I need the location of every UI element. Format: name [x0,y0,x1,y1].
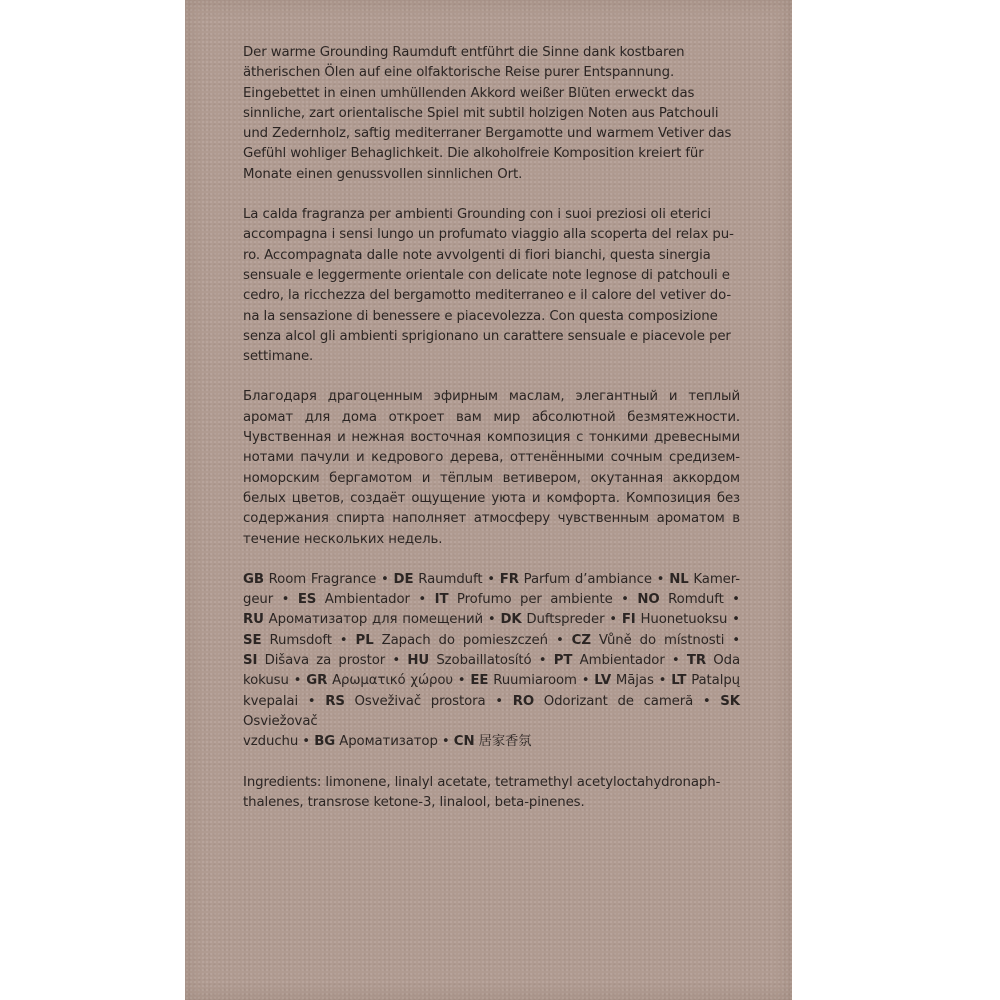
translation-text: Ambientador • [579,653,680,669]
translation-text: Profumo per ambiente • [456,592,629,608]
language-code: RS [325,693,345,709]
ingredients-line: thalenes, transrose ketone-3, linalool, beta-pinenes. [243,794,585,810]
translation-text: geur • [243,592,290,608]
translation-text: Osveživač prostora • [354,693,503,709]
translation-entry [637,592,740,607]
language-code: FI [621,612,636,628]
translation-entry [356,633,564,648]
language-code: PT [553,653,573,669]
text-line: und Zedernholz, saftig mediterraner Bergamotte und warmem Vetiver das [243,126,732,142]
translation-line [243,732,740,752]
translation-entry [298,592,426,607]
text-line: аромат для дома откроет вам мир абсолютной безмятежности. [243,409,740,425]
translation-line [243,610,740,630]
translation-text: Vůně do místnosti • [598,632,741,648]
text-line: Der warme Grounding Raumduft entführt die Sinne dank kostbaren [243,45,685,60]
description-german [243,43,740,185]
translation-text: Osviežovač [243,713,318,729]
text-line: cedro, la ricchezza del bergamotto mediterraneo e il calore del vetiver do- [243,288,732,304]
translation-entry [306,673,465,688]
text-line: Gefühl wohliger Behaglichkeit. Die alkoholfreie Komposition kreiert für [243,146,704,162]
text-line: na la sensazione di benessere e piacevolezza. Con questa composizione [243,308,718,324]
translation-text: Duftspreder • [526,612,617,628]
translation-text: vzduchu • [243,734,311,750]
translation-entry [407,653,546,668]
translation-entry [513,694,711,709]
translation-text: Romduft • [668,592,740,608]
description-italian [243,205,740,367]
language-code: ES [297,592,317,608]
translation-entry [243,653,400,668]
translation-text: Huonetuoksu • [640,612,740,628]
language-code: DK [500,612,522,628]
translation-entry [314,734,449,749]
translation-text: Ароматизатор • [339,734,450,750]
translation-entry [243,592,289,607]
translation-entry [622,612,740,627]
ingredients-line: Ingredients: limonene, linalyl acetate, tetramethyl acetyloctahydronaph- [243,774,721,790]
ingredients-list [243,773,740,814]
text-line: ro. Accompagnata dalle note avvolgenti di fiori bianchi, questa sinergia [243,247,711,263]
translation-text: Ruumiaroom • [493,673,590,689]
language-code: SI [243,653,258,669]
text-line: Чувственная и нежная восточная композиция с тонкими древесными [243,430,740,446]
text-line: Благодаря драгоценным эфирным маслам, элегантный и теплый [243,389,740,405]
text-line: settimane. [243,349,314,365]
text-line: La calda fragranza per ambienti Grounding con i suoi preziosi oli eterici [243,207,711,223]
language-code: PL [355,632,374,648]
translation-entry [470,673,589,688]
translation-line [243,692,740,733]
translation-entry [687,653,740,668]
translation-text: Αρωματικό χώρου • [332,673,466,689]
language-code: CN [453,734,475,750]
translation-text: Kamer- [693,571,740,587]
translation-text: kvepalai • [243,693,316,709]
language-code: LV [594,673,612,689]
language-code: DE [393,571,414,587]
language-code: SK [720,693,740,709]
product-name-translations [243,570,740,753]
language-code: EE [470,673,489,689]
translation-entry [572,633,740,648]
language-code: HU [407,653,430,669]
translation-entry [243,673,301,688]
text-line: Eingebettet in einen umhüllenden Akkord weißer Blüten erweckt das [243,85,695,101]
text-line: номорским бергамотом и тёплым ветивером, окутанная аккордом [243,470,740,486]
translation-entry [454,734,532,749]
product-label-panel [185,0,792,1000]
translation-text: Ароматизатор для помещений • [268,612,496,628]
text-line: белых цветов, создаёт ощущение уюта и комфорта. Композиция без [243,490,740,506]
language-code: FR [499,571,519,587]
translation-text: Dišava za prostor • [264,653,401,669]
translation-text: Parfum d’ambiance • [523,571,665,587]
language-code: RU [243,612,264,628]
translation-entry [325,694,503,709]
translation-entry [243,572,389,587]
translation-line [243,651,740,671]
description-russian [243,387,740,549]
translation-entry [669,572,740,587]
translation-entry [554,653,680,668]
text-line: Monate einen genussvollen sinnlichen Ort. [243,166,523,182]
translation-text: Raumduft • [418,571,495,587]
text-line: нотами пачули и кедрового дерева, оттенёнными сочным средизем- [243,450,740,466]
text-line: течение нескольких недель. [243,531,443,547]
text-line: sensuale e leggermente orientale con delicate note legnose di patchouli e [243,267,730,283]
translation-entry [243,612,496,627]
language-code: NL [669,571,689,587]
language-code: BG [314,734,336,750]
language-code: IT [434,592,449,608]
translation-text: Odorizant de cameră • [543,693,711,709]
language-code: NO [637,592,660,608]
translation-line [243,671,740,691]
translation-line [243,590,740,610]
label-text [243,43,740,833]
translation-entry [243,694,316,709]
translation-entry [243,633,348,648]
translation-line [243,570,740,590]
translation-text: 居家香氛 [478,734,532,750]
translation-entry [394,572,495,587]
translation-text: kokusu • [243,673,302,689]
translation-text: Patalpų [691,673,740,689]
translation-entry [671,673,740,688]
translation-text: Szobaillatosító • [436,653,547,669]
language-code: CZ [571,632,591,648]
translation-text: Mājas • [615,673,667,689]
translation-entry [500,572,665,587]
text-line: senza alcol gli ambienti sprigionano un carattere sensuale e piacevole per [243,328,731,344]
translation-entry [243,734,310,749]
translation-entry [594,673,666,688]
text-line: ätherischen Ölen auf eine olfaktorische Reise purer Entspannung. [243,65,675,81]
language-code: GR [306,673,328,689]
translation-text: Zapach do pomieszczeń • [381,632,564,648]
translation-text: Rumsdoft • [269,632,348,648]
text-line: содержания спирта наполняет атмосферу чувственным ароматом в [243,511,740,527]
text-line: accompagna i sensi lungo un profumato viaggio alla scoperta del relax pu- [243,227,734,243]
translation-text: Oda [713,653,740,669]
language-code: LT [671,673,687,689]
translation-line [243,631,740,651]
language-code: GB [243,571,264,587]
translation-entry [500,612,617,627]
text-line: sinnliche, zart orientalische Spiel mit subtil holzigen Noten aus Patchouli [243,105,719,121]
translation-entry [435,592,629,607]
language-code: SE [243,632,262,648]
translation-text: Ambientador • [324,592,427,608]
language-code: TR [686,653,706,669]
translation-text: Room Fragrance • [268,571,389,587]
language-code: RO [512,693,535,709]
